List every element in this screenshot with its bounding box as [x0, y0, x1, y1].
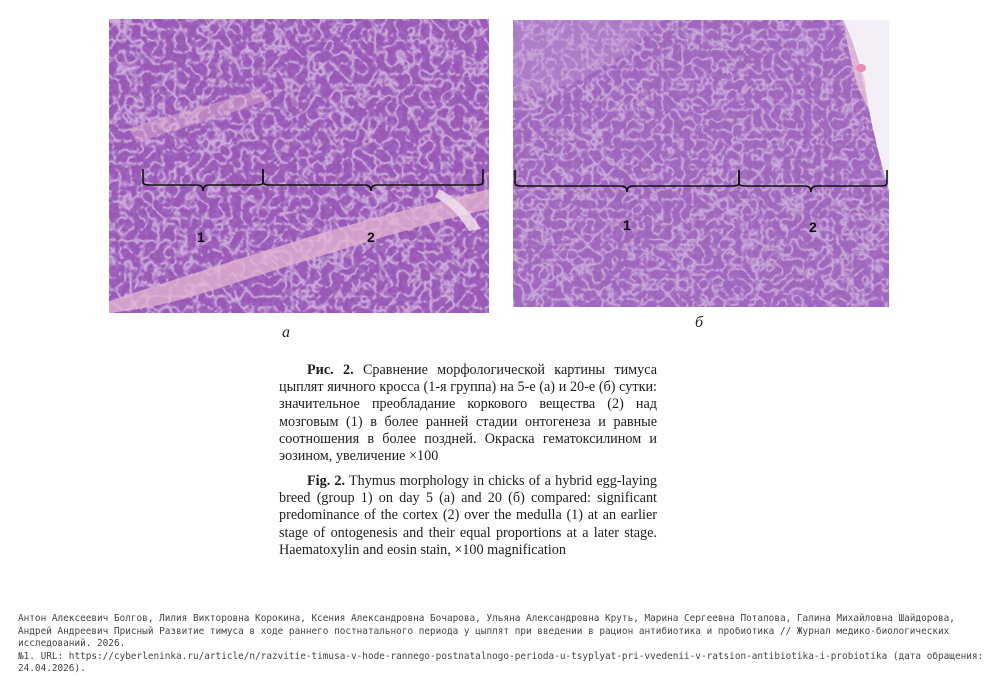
micrograph-b-image: [513, 20, 889, 307]
caption-english: [279, 473, 657, 559]
micrograph-a-image: [109, 19, 489, 313]
label-cortex-a: 2: [367, 229, 375, 245]
citation-url[interactable]: №1. URL: https://cyberleninka.ru/article/n/razvitie-timusa-v-hode-rannego-postnatalnogo-perioda-u-tsyplyat-pri-vvedenii-v-ratsion-antibiotika-i-probiotika (дата обращения: 24.04.2026).: [18, 650, 984, 675]
caption-en-text: Thymus morphology in chicks of a hybrid egg-laying breed (group 1) on day 5 (a) and 20 (б) compared: significant predominance of the cortex (2) over the medulla (1) at an earlier stage of ontogenesis and their equal proportions at a later stage. Haematoxylin and eosin stain, ×100 magnification: [279, 473, 657, 558]
caption-ru-text: Сравнение морфологической картины тимуса цыплят яичного кросса (1-я группа) на 5-е (а) и 20-е (б) сутки: значительное преобладание коркового вещества (2) над мозговым (1) в более ранней стадии онтогенеза и равные соотношения в более поздней. Окраска гематоксилином и эозином, увеличение ×100: [279, 362, 657, 465]
citation-title: Андрей Андреевич Присный Развитие тимуса в ходе раннего постнатального периода у цыплят при введении в рацион антибиотика и пробиотика // Журнал медико-биологических исследований. 2026.: [18, 625, 950, 650]
panel-letter-b: б: [695, 314, 704, 331]
micrograph-panel-a: [109, 19, 489, 313]
caption-en-lead: Fig. 2.: [307, 473, 346, 489]
label-medulla-b: 1: [623, 217, 631, 233]
caption-ru-lead: Рис. 2.: [307, 362, 354, 378]
caption-russian: [279, 362, 657, 465]
label-cortex-b: 2: [809, 219, 817, 235]
panel-letter-a: а: [282, 324, 290, 341]
citation-authors: Антон Алексеевич Болгов, Лилия Викторовна Корокина, Ксения Александровна Бочарова, Ульяна Александровна Круть, Марина Сергеевна Потапова, Галина Михайловна Шайдорова,: [18, 613, 955, 624]
micrograph-panel-b: [513, 20, 889, 307]
label-medulla-a: 1: [197, 229, 205, 245]
